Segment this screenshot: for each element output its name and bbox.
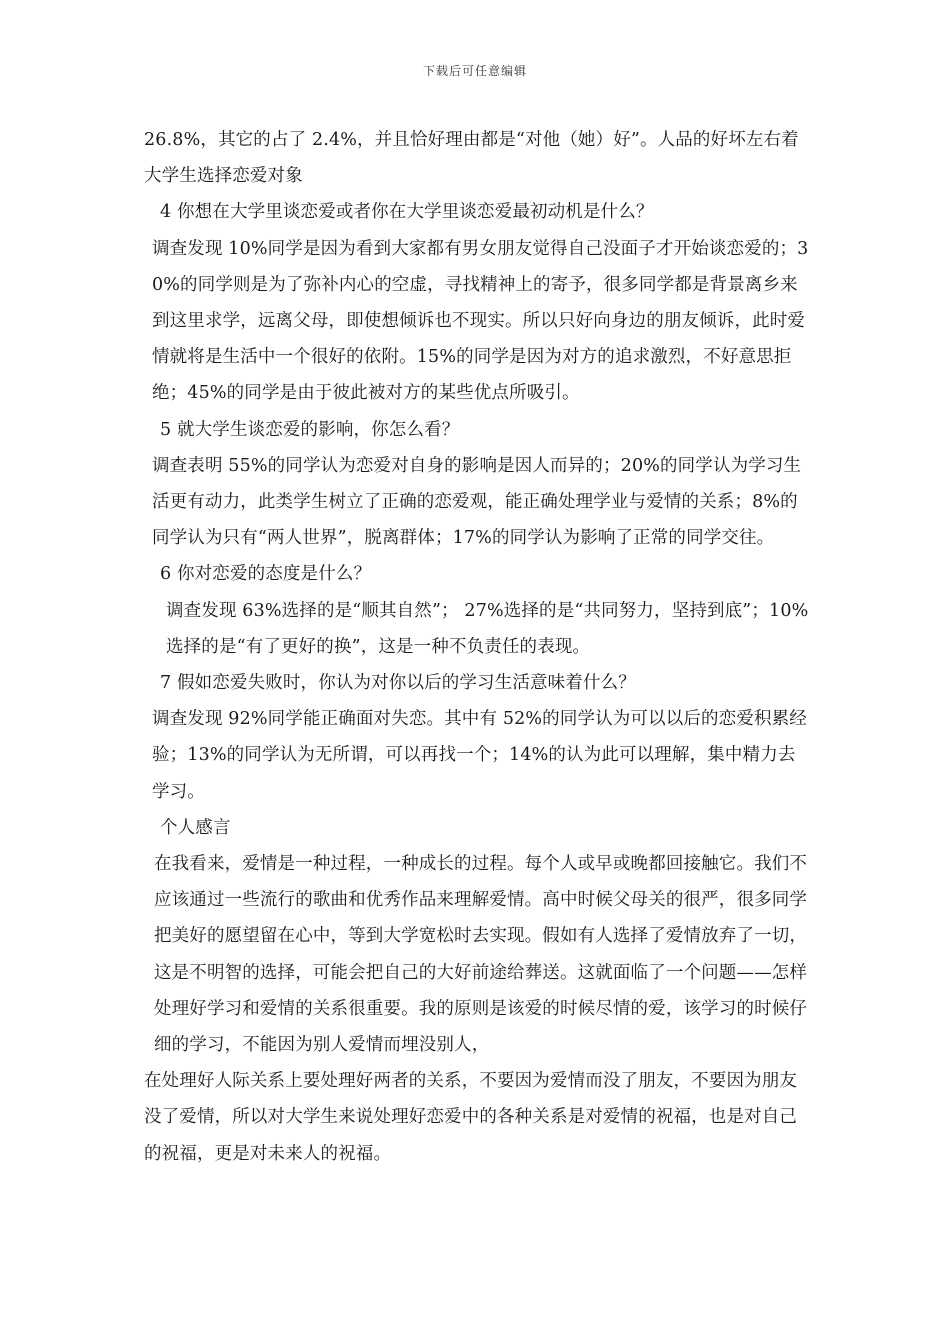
answer-6: 调查发现 63%选择的是“顺其自然”； 27%选择的是“共同努力，坚持到底”；10%选择的是“有了更好的换”，这是一种不负责任的表现。 — [166, 600, 809, 657]
answer-5: 调查表明 55%的同学认为恋爱对自身的影响是因人而异的；20%的同学认为学习生活更有动力，此类学生树立了正确的恋爱观，能正确处理学业与爱情的关系；8%的同学认为只有“两人世界”，脱离群体；17%的同学认为影响了正常的同学交往。 — [152, 455, 802, 549]
paragraph-reason-conclusion: 26.8%，其它的占了 2.4%，并且恰好理由都是“对他（她）好”。人品的好坏左右着大学生选择恋爱对象 — [144, 130, 799, 187]
question-6: 6 你对恋爱的态度是什么？ — [160, 564, 372, 585]
question-7: 7 假如恋爱失败时，你认为对你以后的学习生活意味着什么？ — [160, 673, 636, 694]
document-body — [144, 122, 810, 1172]
answer-4: 调查发现 10%同学是因为看到大家都有男女朋友觉得自己没面子才开始谈恋爱的；30%的同学则是为了弥补内心的空虚，寻找精神上的寄予，很多同学都是背景离乡来到这里求学，远离父母，即使想倾诉也不现实。所以只好向身边的朋友倾诉，此时爱情就将是生活中一个很好的依附。15%的同学是因为对方的追求激烈，不好意思拒绝；45%的同学是由于彼此被对方的某些优点所吸引。 — [152, 238, 809, 404]
section-heading-personal-thoughts: 个人感言 — [160, 817, 231, 838]
answer-7: 调查发现 92%同学能正确面对失恋。其中有 52%的同学认为可以以后的恋爱积累经验；13%的同学认为无所谓，可以再找一个；14%的认为此可以理解，集中精力去学习。 — [152, 709, 807, 802]
page-header: 下载后可任意编辑 — [422, 64, 527, 78]
question-4: 4 你想在大学里谈恋爱或者你在大学里谈恋爱最初动机是什么？ — [160, 202, 654, 223]
personal-thoughts-closing: 在处理好人际关系上要处理好两者的关系，不要因为爱情而没了朋友，不要因为朋友没了爱情，所以对大学生来说处理好恋爱中的各种关系是对爱情的祝福，也是对自己的祝福，更是对未来人的祝福。 — [144, 1071, 798, 1164]
personal-thoughts-paragraph: 在我看来，爱情是一种过程，一种成长的过程。每个人或早或晚都回接触它。我们不应该通过一些流行的歌曲和优秀作品来理解爱情。高中时候父母关的很严，很多同学把美好的愿望留在心中，等到大学宽松时去实现。假如有人选择了爱情放弃了一切，这是不明智的选择，可能会把自己的大好前途给葬送。这就面临了一个问题——怎样处理好学习和爱情的关系很重要。我的原则是该爱的时候尽情的爱，该学习的时候仔细的学习，不能因为别人爱情而埋没别人， — [154, 854, 808, 1056]
question-5: 5 就大学生谈恋爱的影响，你怎么看？ — [160, 419, 460, 440]
